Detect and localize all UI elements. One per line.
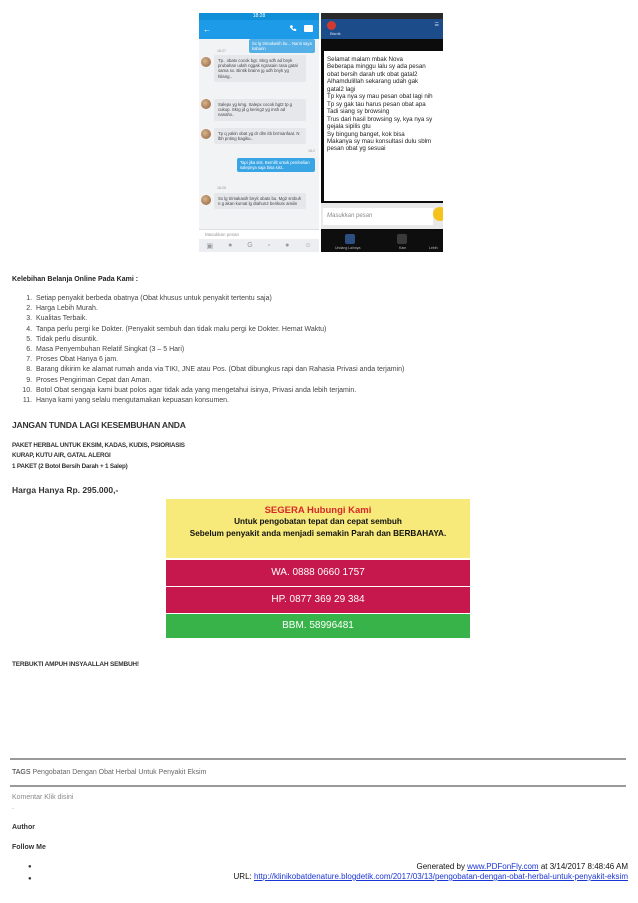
chat-bubble-in: Sx lg trimakasih bnyk obatx bu. Mg2 smbuh n g akan kumat lg dtahun2 berikutx amiiin [214, 193, 306, 209]
phone-number: HP. 0877 369 29 384 [166, 587, 470, 613]
chat-line: gatal2 lagi [327, 85, 356, 93]
follow-label: Follow Me [12, 844, 46, 851]
sticker-icon: ☺ [304, 242, 312, 249]
image-icon: ▣ [206, 242, 214, 250]
chat-bubble-out: Tapi jika sist. Bernilit untuk pembelian salepnya saja bisa sist.. [237, 158, 315, 172]
list-item: 1. Setiap penyakit berbeda obatnya (Obat khusus untuk penyakit tertentu saja) [34, 294, 404, 304]
banner-line: Untuk pengobatan tepat dan cepat sembuh [234, 517, 402, 526]
pdf-generated-note [416, 862, 628, 871]
banner-header [166, 499, 470, 558]
list-item: 5. Tidak perlu disuntik. [34, 335, 404, 345]
banner-title: SEGERA Hubungi Kami [264, 505, 372, 516]
pdfonfly-link[interactable]: www.PDFonFly.com [467, 862, 539, 871]
chat-line: Tp kya nya sy mau pesan obat lagi nih [327, 93, 433, 101]
benefits-list [12, 294, 404, 406]
chat-input: Masukkan pesan [323, 208, 433, 225]
source-url-link[interactable]: http://klinikobatdenature.blogdetik.com/2017/03/13/pengobatan-dengan-obat-herbal-untuk-penyakit-eksim [253, 872, 628, 881]
bullet-icon: ● [28, 876, 32, 882]
chat-bubble-in: Tp q yakin obat yg dr dlm itb brrmanfaat. N lbh pnting bagiku.. [214, 128, 306, 144]
chat-line: pesan obat yg sesuai [327, 145, 386, 153]
bottom-label: Undang Lainnya [335, 246, 361, 250]
list-item: 4. Tanpa perlu pergi ke Dokter. (Penyakit sembuh dan tidak malu pergi ke Dokter. Hemat Waktu) [34, 325, 404, 335]
camera-icon: ● [228, 242, 233, 249]
status-bar: 18:28 [199, 13, 319, 20]
google-icon: G [247, 242, 253, 249]
generated-suffix: at 3/14/2017 8:48:46 AM [538, 862, 628, 871]
list-item: 10. Botol Obat sengaja kami buat polos agar tidak ada yang mengetahui isinya, Privasi anda lebih terjamin. [34, 386, 404, 396]
package-line: PAKET HERBAL UNTUK EKSIM, KADAS, KUDIS, PSIORIASIS [12, 442, 185, 449]
source-url [234, 872, 628, 881]
chat-bubble-out: Sx lg trimakasih bu... Nanti saya kabarin [249, 39, 315, 53]
timestamp: 18:27 [217, 49, 226, 53]
call-to-action-heading: JANGAN TUNDA LAGI KESEMBUHAN ANDA [12, 420, 186, 430]
chat-line: Selamat malam mbak Nova [327, 56, 403, 63]
chat-toolbar [199, 239, 319, 252]
comment-dot: . [12, 804, 14, 811]
bottom-label: Kam [399, 246, 407, 250]
chat-line: Tadi siang sy browsing [327, 108, 390, 116]
package-info [12, 441, 185, 472]
list-item: 6. Masa Penyembuhan Relatif Singkat (3 – 5 Hari) [34, 345, 404, 355]
chat-topbar [321, 19, 443, 39]
proof-text: TERBUKTI AMPUH INSYAALLAH SEMBUH! [12, 661, 139, 668]
package-line: KURAP, KUTU AIR, GATAL ALERGI [12, 452, 111, 460]
chat-message-card [324, 51, 443, 201]
avatar [201, 129, 211, 139]
chat-avatar-icon [327, 21, 336, 30]
chat-line: Sy bingung banget, kok bisa [327, 130, 405, 138]
author-label: Author [12, 824, 35, 831]
tags-label: TAGS [12, 769, 31, 776]
menu-icon: ☰ [434, 22, 439, 28]
camera-icon [397, 234, 407, 244]
timestamp: 18:2 [308, 149, 315, 153]
chat-body [199, 39, 319, 229]
chat-line: Tp sy gak tau harus pesan obat apa [327, 100, 426, 108]
avatar [201, 57, 211, 67]
list-item: 9. Proses Pengiriman Cepat dan Aman. [34, 376, 404, 386]
contact-banner [166, 499, 470, 638]
testimonial-screenshots [199, 13, 443, 252]
url-label: URL: [233, 872, 254, 881]
chat-line: Alhamdulillah sekarang udah gak [327, 78, 419, 86]
file-icon: ▫ [267, 242, 271, 249]
list-item: 11. Hanya kami yang selalu mengutamakan kepuasan konsumen. [34, 396, 404, 406]
chat-bubble-in: Salepx yg kmg. Salepx cocok bgt2 tp g cukup. Skrg jd g kering2 yg msh ad nanahx.. [214, 99, 306, 121]
list-item: 7. Proses Obat Hanya 6 jam. [34, 355, 404, 365]
chat-line: gejala sipilis gtu [327, 123, 371, 131]
avatar [201, 99, 211, 109]
bullet-icon: ● [28, 864, 32, 870]
chat-topbar [199, 20, 319, 39]
emoji-icon [433, 207, 443, 221]
banner-line: Sebelum penyakit anda menjadi semakin Parah dan BERBAHAYA. [189, 529, 447, 538]
phone-icon [289, 24, 297, 33]
back-arrow-icon: ← [203, 25, 211, 34]
tag-link[interactable]: Pengobatan Dengan Obat Herbal Untuk Penyakit Eksim [32, 769, 207, 776]
invite-icon [345, 234, 355, 244]
chat-header: Bisnik [330, 31, 341, 36]
chat-input: Masukkan pesan [199, 229, 319, 239]
mic-icon: ● [285, 242, 290, 249]
timestamp: 18:28 [217, 186, 226, 190]
whatsapp-number: WA. 0888 0660 1757 [166, 560, 470, 586]
chat-line: Makanya sy mau konsultasi dulu sblm [327, 137, 432, 145]
price: Harga Hanya Rp. 295.000,- [12, 485, 119, 495]
divider [10, 758, 626, 760]
chat-message-text [324, 51, 443, 153]
bottom-label: Lebih [429, 246, 438, 250]
chat-input-bar [321, 203, 443, 229]
list-item: 2. Harga Lebih Murah. [34, 304, 404, 314]
package-line: 1 PAKET (2 Botol Bersih Darah + 1 Salep) [12, 462, 128, 470]
message-icon [304, 25, 313, 32]
tags [12, 769, 206, 776]
benefits-heading: Kelebihan Belanja Online Pada Kami : [12, 276, 139, 283]
chat-line: Beberapa minggu lalu sy ada pesan [327, 63, 426, 71]
chat-line: Trus dari hasil browsing sy, kya nya sy [327, 115, 433, 123]
bbm-pin: BBM. 58996481 [166, 614, 470, 638]
chat-bubble-in: Tp.. obatx cocok bgt. Skrg sdh ad bnyk prubahan udah nggak ngrasain rasa gatal sama sx. Bintik brainn jg udh bnyk yg hilang.. [214, 55, 306, 82]
chat-screenshot-right [321, 13, 443, 252]
chat-screenshot-left [199, 13, 319, 252]
avatar [201, 195, 211, 205]
list-item: 3. Kualitas Terbaik. [34, 314, 404, 324]
comment-link[interactable]: Komentar Klik disini [12, 794, 74, 801]
generated-prefix: Generated by [416, 862, 468, 871]
chat-bottom-bar [321, 231, 443, 252]
chat-line: obat bersih darah utk obat gatal2 [327, 70, 418, 78]
divider [10, 785, 626, 787]
list-item: 8. Barang dikirim ke alamat rumah anda via TIKI, JNE atau Pos. (Obat dibungkus rapi dan Rahasia Privasi anda terjamin) [34, 365, 404, 375]
